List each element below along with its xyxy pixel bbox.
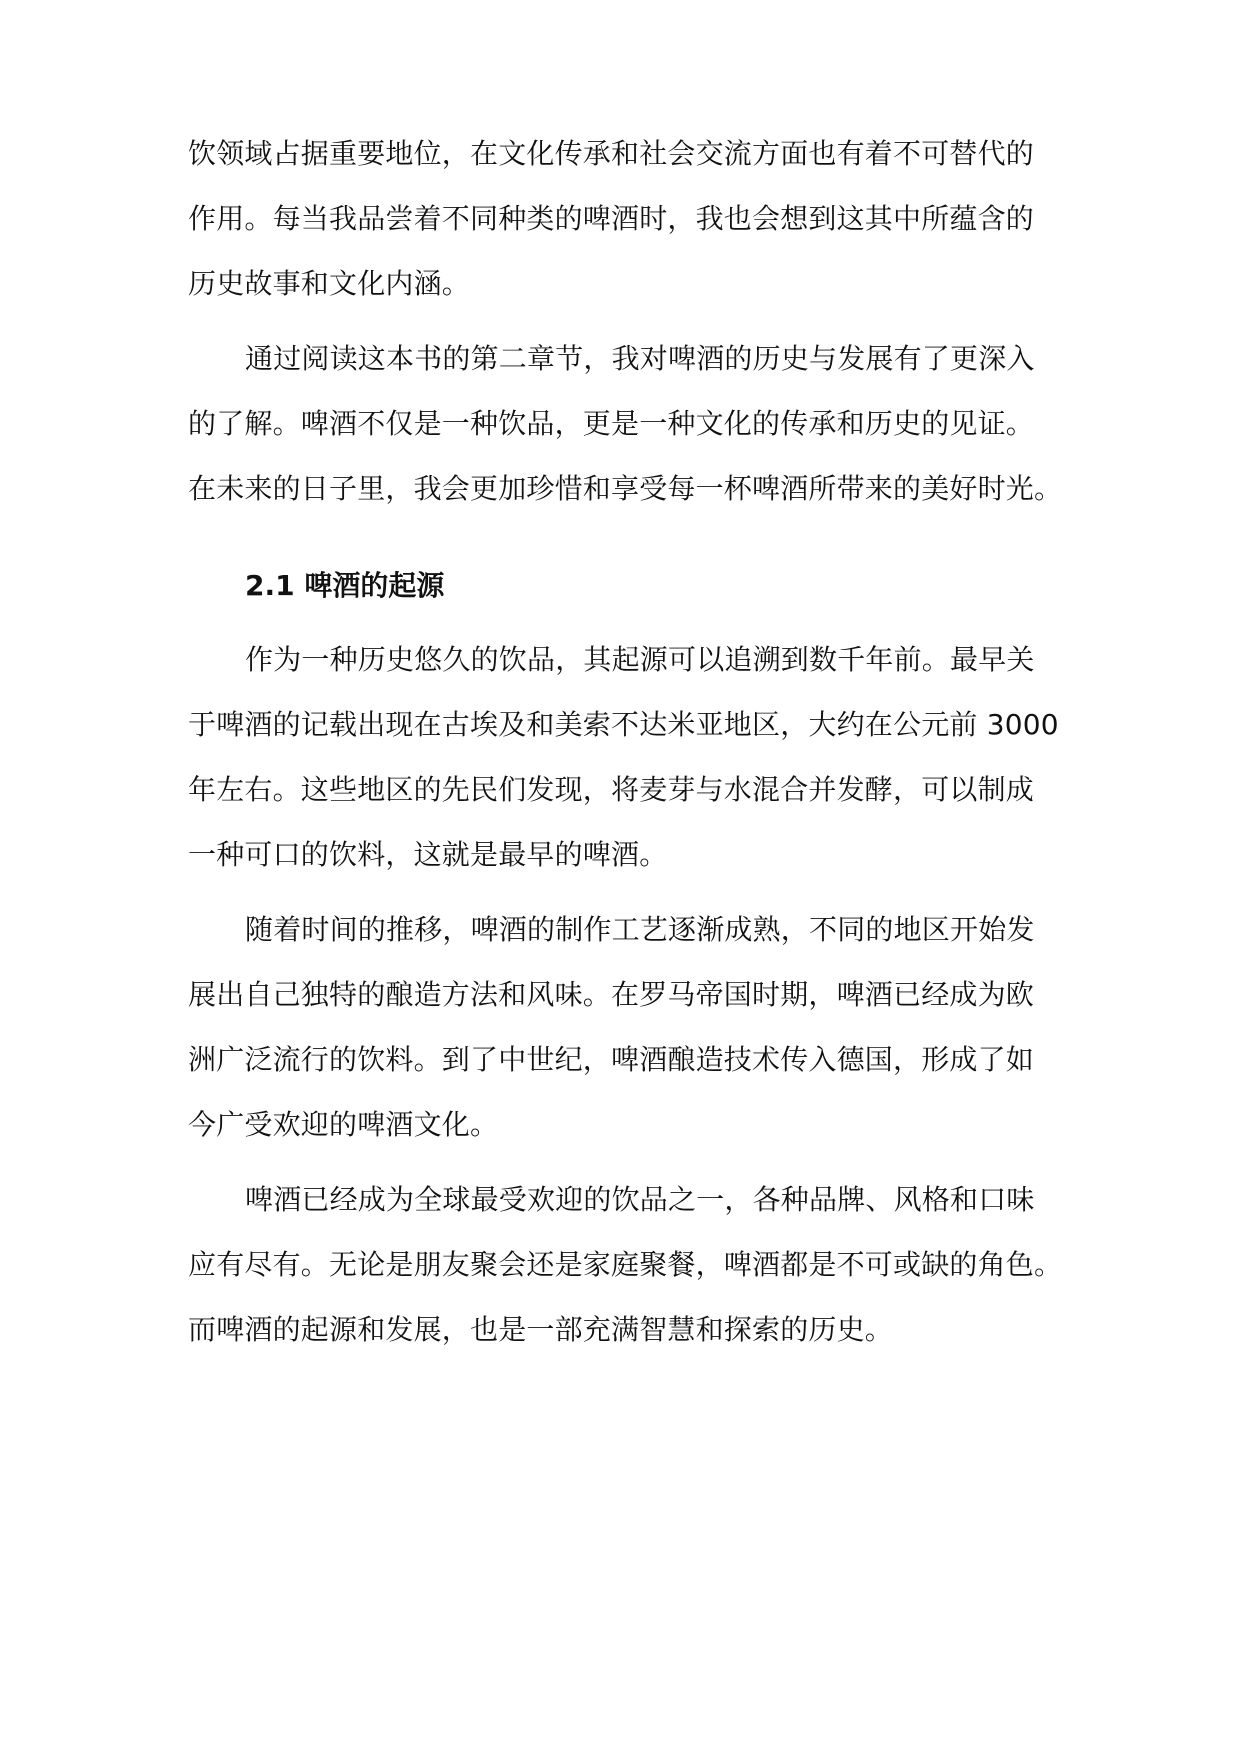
section-paragraph-1-line-4: 一种可口的饮料，这就是最早的啤酒。 bbox=[188, 838, 668, 871]
section-paragraph-1-line-1: 作为一种历史悠久的饮品，其起源可以追溯到数千年前。最早关 bbox=[245, 643, 1035, 676]
paragraph-1-line-1: 饮领域占据重要地位，在文化传承和社会交流方面也有着不可替代的 bbox=[188, 137, 1035, 170]
section-paragraph-2-line-1: 随着时间的推移，啤酒的制作工艺逐渐成熟，不同的地区开始发 bbox=[245, 913, 1035, 946]
section-paragraph-2-line-4: 今广受欢迎的啤酒文化。 bbox=[188, 1108, 499, 1141]
section-paragraph-1-line-2: 于啤酒的记载出现在古埃及和美索不达米亚地区，大约在公元前 3000 bbox=[188, 708, 1059, 741]
paragraph-1-line-3: 历史故事和文化内涵。 bbox=[188, 267, 471, 300]
paragraph-1-line-2: 作用。每当我品尝着不同种类的啤酒时，我也会想到这其中所蕴含的 bbox=[188, 202, 1035, 235]
section-heading: 2.1 啤酒的起源 bbox=[245, 569, 445, 602]
section-paragraph-3-line-1: 啤酒已经成为全球最受欢迎的饮品之一，各种品牌、风格和口味 bbox=[245, 1183, 1035, 1216]
section-paragraph-3-line-2: 应有尽有。无论是朋友聚会还是家庭聚餐，啤酒都是不可或缺的角色。 bbox=[188, 1248, 1063, 1281]
paragraph-2-line-1: 通过阅读这本书的第二章节，我对啤酒的历史与发展有了更深入 bbox=[245, 342, 1035, 375]
paragraph-2-line-3: 在未来的日子里，我会更加珍惜和享受每一杯啤酒所带来的美好时光。 bbox=[188, 472, 1063, 505]
paragraph-2-line-2: 的了解。啤酒不仅是一种饮品，更是一种文化的传承和历史的见证。 bbox=[188, 407, 1035, 440]
section-paragraph-1-line-3: 年左右。这些地区的先民们发现，将麦芽与水混合并发酵，可以制成 bbox=[188, 773, 1035, 806]
section-paragraph-2-line-2: 展出自己独特的酿造方法和风味。在罗马帝国时期，啤酒已经成为欧 bbox=[188, 978, 1035, 1011]
section-paragraph-2-line-3: 洲广泛流行的饮料。到了中世纪，啤酒酿造技术传入德国，形成了如 bbox=[188, 1043, 1035, 1076]
section-paragraph-3-line-3: 而啤酒的起源和发展，也是一部充满智慧和探索的历史。 bbox=[188, 1313, 894, 1346]
